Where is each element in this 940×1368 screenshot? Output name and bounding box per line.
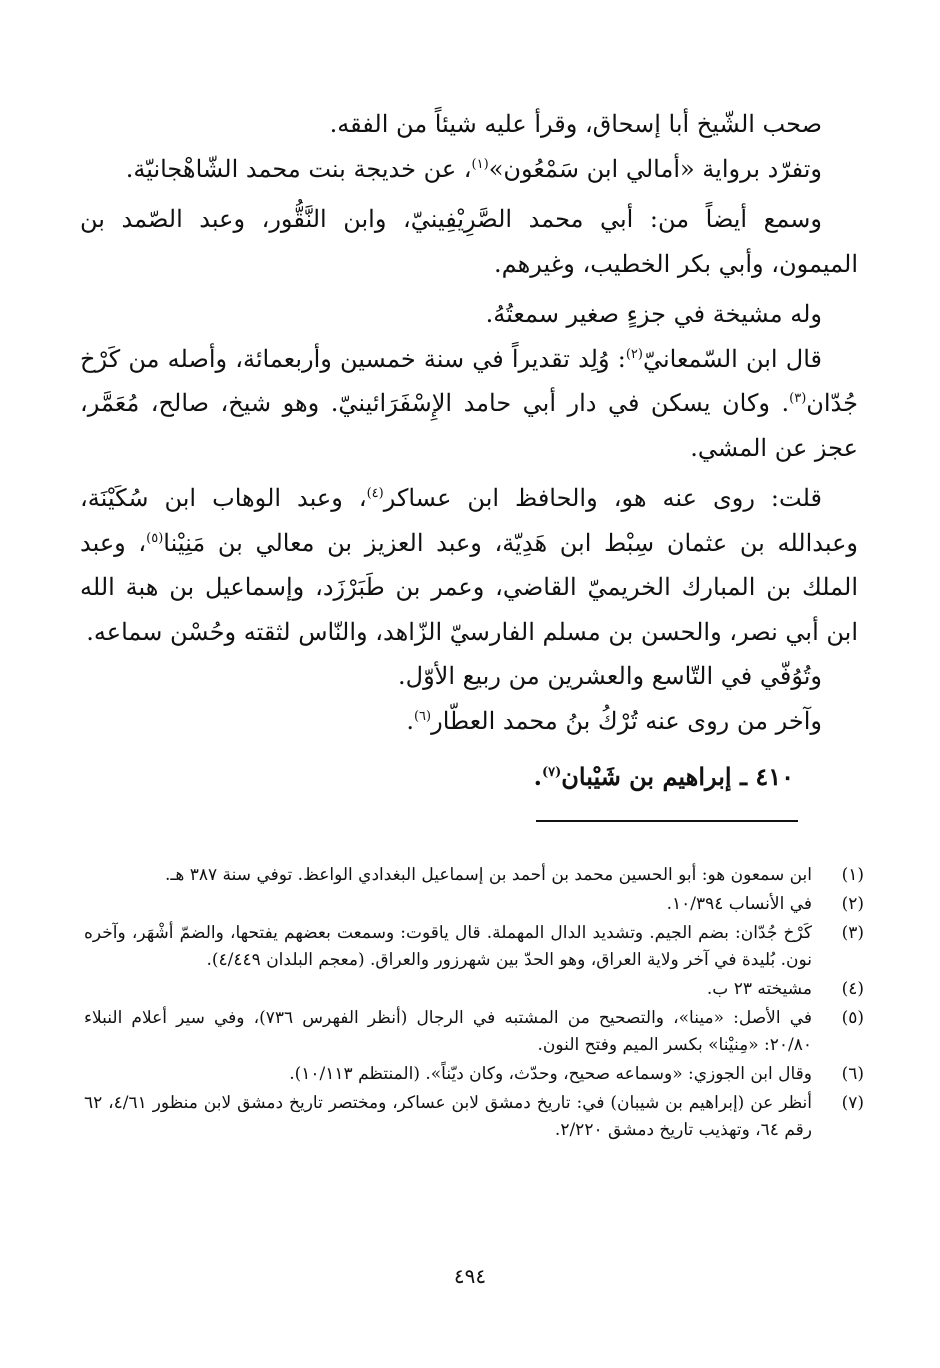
footnote-ref[interactable]: (٤)	[366, 486, 384, 501]
footnote-number: (٥)	[841, 1008, 864, 1028]
footnote-ref[interactable]: (٢)	[625, 346, 643, 362]
footnote-text: ابن سمعون هو: أبو الحسين محمد بن أحمد بن إسماعيل البغدادي الواعظ. توفي سنة ٣٨٧ هـ.	[164, 865, 812, 885]
footnote	[84, 920, 864, 974]
footnote-divider	[536, 820, 798, 822]
paragraph	[80, 292, 858, 337]
footnote	[84, 891, 864, 918]
paragraph-text: .	[406, 706, 414, 735]
footnotes	[84, 862, 864, 1146]
footnote-ref[interactable]: (٥)	[146, 530, 164, 546]
footnote-ref[interactable]: (٧)	[541, 765, 562, 780]
entry-heading	[80, 755, 858, 800]
paragraph-text: قلت: روى عنه هو، والحافظ ابن عساكر	[383, 484, 822, 512]
paragraph	[80, 476, 858, 654]
paragraph	[80, 337, 858, 471]
paragraph	[80, 699, 858, 744]
heading-text: ٤١٠ ـ إبراهيم بن شَيْبان	[561, 762, 794, 791]
footnote-number: (٢)	[841, 894, 864, 914]
footnote-number: (٣)	[841, 923, 864, 943]
paragraph-text: ، عن خديجة بنت محمد الشّاهْجانيّة.	[125, 154, 472, 183]
footnote-number: (٦)	[841, 1064, 864, 1084]
paragraph-text: قال ابن السّمعانيّ	[642, 344, 822, 373]
footnote-ref[interactable]: (٣)	[789, 391, 807, 406]
paragraph	[80, 654, 858, 699]
paragraph	[80, 147, 858, 192]
paragraph-text: ، وعبد الملك بن المبارك الخريميّ القاضي، وعمر بن طَبَرْزَد، وإسماعيل بن هبة الله ابن أبي نصر، والحسن بن مسلم الفارسيّ الزّاهد، والنّاس لثقته وحُسْن سماعه.	[80, 528, 858, 646]
paragraph-text: وآخر من روى عنه تُرْكُ بنُ محمد العطّار	[431, 706, 822, 735]
paragraph-text: وتفرّد برواية «أمالي ابن سَمْعُون»	[488, 154, 822, 183]
paragraph-text: وتُوُفّي في التّاسع والعشرين من ربيع الأوّل.	[398, 662, 822, 690]
footnote-text: أنظر عن (إبراهيم بن شيبان) في: تاريخ دمشق لابن عساكر، ومختصر تاريخ دمشق لابن منظور ٤/٦١، ٦٢ رقم ٦٤، وتهذيب تاريخ دمشق ٢/٢٢٠.	[84, 1093, 813, 1140]
footnote-number: (٤)	[841, 979, 864, 999]
footnote	[84, 862, 864, 889]
paragraph-text: . وكان يسكن في دار أبي حامد الإِسْفَرَائينيّ. وهو شيخ، صالح، مُعَمَّر، عجز عن المشي.	[80, 389, 858, 462]
footnote	[84, 1005, 864, 1059]
paragraph-text: ، وعبد الوهاب ابن سُكَيْنَة، وعبدالله بن عثمان سِبْط ابن هَدِيّة، وعبد العزيز بن معالي بن مَنِيْنا	[80, 484, 858, 557]
footnote-number: (٧)	[841, 1093, 864, 1113]
paragraph-text: وله مشيخة في جزءٍ صغير سمعتُهُ.	[485, 300, 822, 328]
paragraph-text: : وُلِد تقديراً في سنة خمسين وأربعمائة، وأصله من كَرْخ جُدّان	[80, 344, 858, 417]
footnote-text: في الأنساب ١٠/٣٩٤.	[666, 894, 812, 914]
main-text	[80, 102, 858, 800]
footnote	[84, 1061, 864, 1088]
heading-text: .	[533, 762, 542, 791]
footnote	[84, 1090, 864, 1144]
paragraph	[80, 102, 858, 147]
footnote-text: كَرْخ جُدّان: بضم الجيم. وتشديد الدال المهملة. قال ياقوت: وسمعت بعضهم يفتحها، والضمّ أشْهَر، وآخره نون. بُليدة في آخر ولاية العراق، وهو الحدّ بين شهرزور والعراق. (معجم البلدان ٤/٤٤٩).	[84, 923, 812, 970]
paragraph-text: صحب الشّيخ أبا إسحاق، وقرأ عليه شيئاً من الفقه.	[329, 110, 822, 138]
footnote-text: مشيخته ٢٣ ب.	[706, 979, 812, 999]
footnote	[84, 976, 864, 1003]
paragraph-text: وسمع أيضاً من: أبي محمد الصَّرِيْفِينيّ، وابن النَّقُّور، وعبد الصّمد بن الميمون، وأبي بكر الخطيب، وغيرهم.	[80, 205, 858, 278]
footnote-number: (١)	[841, 865, 864, 885]
footnote-text: في الأصل: «مينا»، والتصحيح من المشتبه في الرجال (أنظر الفهرس ٧٣٦)، وفي سير أعلام النبلاء ٢٠/٨٠: «مِنيْنا» بكسر الميم وفتح النون.	[84, 1008, 812, 1055]
page-number: ٤٩٤	[453, 1264, 487, 1288]
footnote-ref[interactable]: (٦)	[413, 708, 432, 724]
footnote-text: وقال ابن الجوزي: «وسماعه صحيح، وحدّث، وكان ديّناً». (المنتظم ١٠/١١٣).	[289, 1064, 812, 1084]
footnote-ref[interactable]: (١)	[471, 156, 489, 172]
paragraph	[80, 197, 858, 286]
